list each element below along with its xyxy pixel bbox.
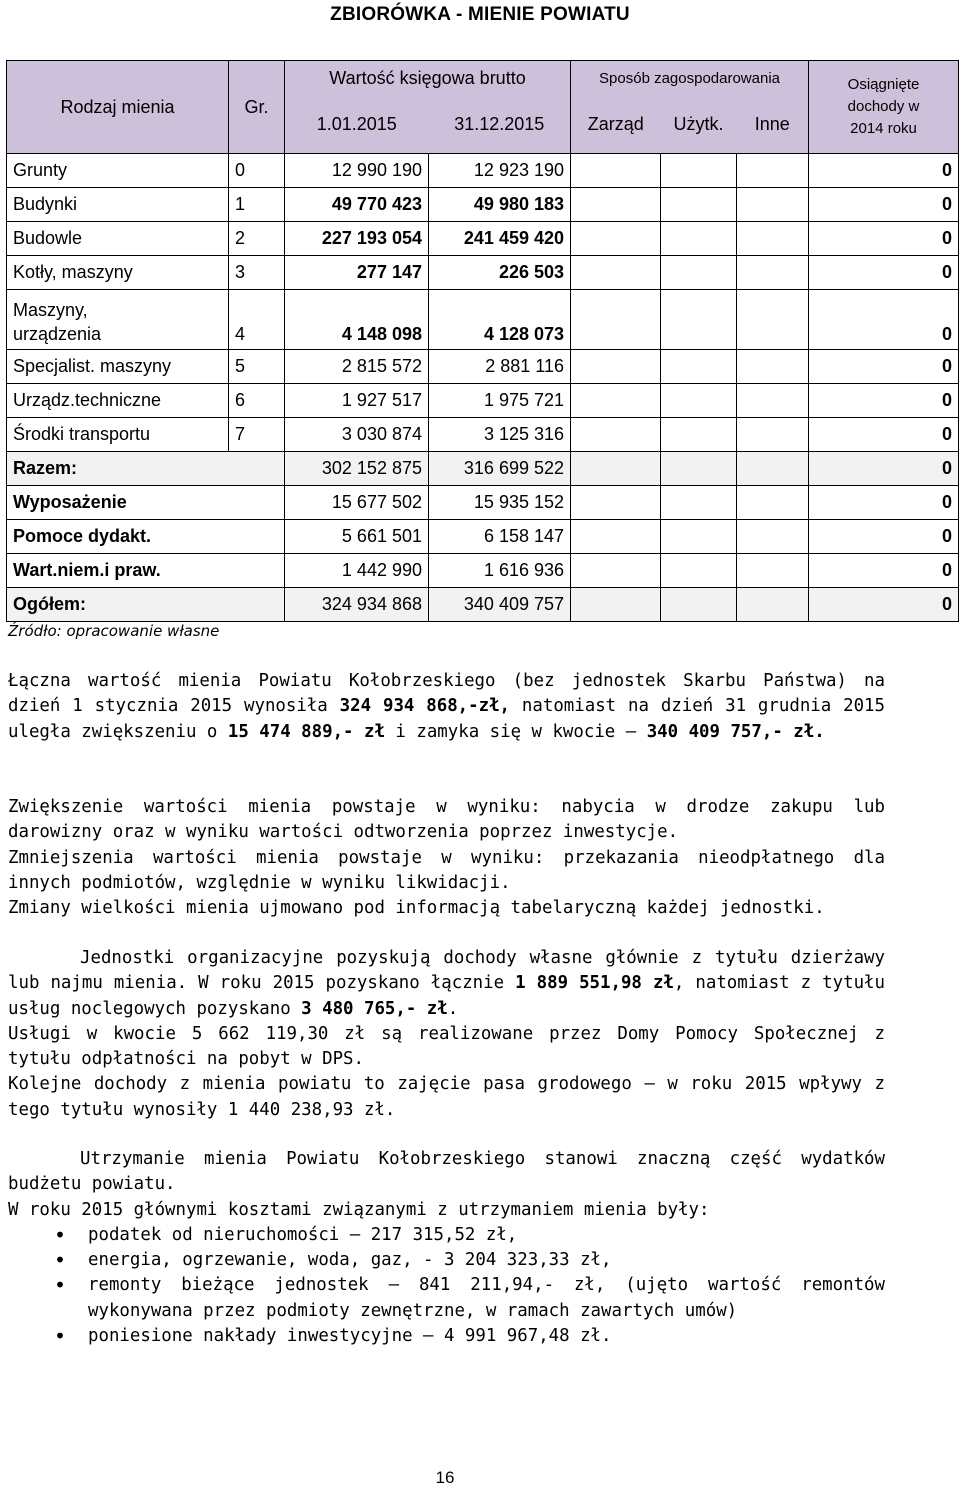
table-row-grunty — [7, 154, 959, 188]
row-name-line1: Maszyny, — [13, 300, 88, 320]
row-value-end: 1 975 721 — [429, 384, 571, 418]
row-value-end: 12 923 190 — [429, 154, 571, 188]
table-row-wyposazenie — [7, 486, 959, 520]
row-name — [7, 290, 229, 350]
row-value-start: 3 030 874 — [285, 418, 429, 452]
row-name: Budynki — [7, 188, 229, 222]
header-uzytk: Użytk. — [661, 96, 737, 154]
row-value-start: 2 815 572 — [285, 350, 429, 384]
header-zarzad: Zarząd — [571, 96, 661, 154]
row-value-end: 2 881 116 — [429, 350, 571, 384]
row-value-start: 324 934 868 — [285, 588, 429, 622]
table-row-budynki — [7, 188, 959, 222]
list-item: • remonty bieżące jednostek – 841 211,94,- zł, (ujęto wartość remontów wykonywana przez podmioty zewnętrzne, w ramach zawartych umów) — [88, 1273, 885, 1324]
row-value-end: 1 616 936 — [429, 554, 571, 588]
costs-list — [8, 1223, 885, 1349]
row-value-start: 277 147 — [285, 256, 429, 290]
text-fragment: i zamyka się w kwocie – — [384, 721, 647, 742]
row-gr: 1 — [229, 188, 285, 222]
list-item: • podatek od nieruchomości – 217 315,52 zł, — [88, 1223, 885, 1248]
paragraph-costs-intro: W roku 2015 głównymi kosztami związanymi z utrzymaniem mienia były: — [8, 1199, 710, 1220]
row-value-end: 4 128 073 — [429, 290, 571, 350]
header-osiagniete-line3: 2014 roku — [850, 120, 917, 137]
row-value-end: 15 935 152 — [429, 486, 571, 520]
row-name-line2: urządzenia — [13, 324, 102, 344]
row-dochody: 0 — [809, 290, 959, 350]
table-row-razem — [7, 452, 959, 486]
row-gr: 3 — [229, 256, 285, 290]
header-gr: Gr. — [229, 61, 285, 154]
row-value-end: 316 699 522 — [429, 452, 571, 486]
row-value-start: 227 193 054 — [285, 222, 429, 256]
source-note: Źródło: opracowanie własne — [8, 622, 220, 640]
row-name: Razem: — [7, 452, 285, 486]
row-value-end: 49 980 183 — [429, 188, 571, 222]
value-increase: 15 474 889,- zł — [227, 721, 385, 742]
paragraph-maintenance: Utrzymanie mienia Powiatu Kołobrzeskiego stanowi znaczną część wydatków budżetu powiatu. — [8, 1149, 885, 1195]
paragraph-changes-note: Zmiany wielkości mienia ujmowano pod informacją tabelaryczną każdej jednostki. — [8, 898, 825, 919]
row-value-start: 12 990 190 — [285, 154, 429, 188]
table-row-urzadz — [7, 384, 959, 418]
paragraph-costs — [8, 1147, 885, 1349]
header-row-1 — [7, 61, 959, 96]
income-lodging: 3 480 765,- zł — [301, 998, 448, 1019]
row-dochody: 0 — [809, 222, 959, 256]
row-dochody: 0 — [809, 384, 959, 418]
row-dochody: 0 — [809, 154, 959, 188]
page-title: ZBIORÓWKA - MIENIE POWIATU — [330, 4, 630, 25]
row-name: Kotły, maszyny — [7, 256, 229, 290]
paragraph-road: Kolejne dochody z mienia powiatu to zajęcie pasa grodowego – w roku 2015 wpływy z tego tytułu wynosiły 1 440 238,93 zł. — [8, 1074, 885, 1120]
paragraph-total-value — [8, 669, 885, 745]
table-row-specjalist — [7, 350, 959, 384]
row-value-start: 1 927 517 — [285, 384, 429, 418]
row-name: Wyposażenie — [7, 486, 285, 520]
property-table — [6, 60, 959, 622]
row-value-end: 226 503 — [429, 256, 571, 290]
row-value-start: 15 677 502 — [285, 486, 429, 520]
list-item: • energia, ogrzewanie, woda, gaz, - 3 204 323,33 zł, — [88, 1248, 885, 1273]
row-value-start: 302 152 875 — [285, 452, 429, 486]
row-name: Grunty — [7, 154, 229, 188]
table-row-ogolem — [7, 588, 959, 622]
header-rodzaj: Rodzaj mienia — [7, 61, 229, 154]
value-end: 340 409 757,- zł. — [646, 721, 825, 742]
list-item: • poniesione nakłady inwestycyjne – 4 991 967,48 zł. — [88, 1324, 885, 1349]
row-gr: 4 — [229, 290, 285, 350]
paragraph-changes — [8, 795, 885, 921]
table-row-srodki — [7, 418, 959, 452]
row-name: Specjalist. maszyny — [7, 350, 229, 384]
row-name: Pomoce dydakt. — [7, 520, 285, 554]
table-row-maszyny — [7, 290, 959, 350]
row-value-start: 1 442 990 — [285, 554, 429, 588]
value-start: 324 934 868,-zł, — [339, 696, 511, 717]
row-dochody: 0 — [809, 188, 959, 222]
row-gr: 2 — [229, 222, 285, 256]
row-gr: 6 — [229, 384, 285, 418]
row-dochody: 0 — [809, 520, 959, 554]
table-row-budowle — [7, 222, 959, 256]
text-fragment: , natomiast z tytułu usług noclegowych pozyskano — [8, 973, 885, 1019]
paragraph-increase: Zwiększenie wartości mienia powstaje w wyniku: nabycia w drodze zakupu lub darowizny oraz w wyniku wartości odtworzenia poprzez inwestycje. — [8, 797, 885, 843]
paragraph-dps: Usługi w kwocie 5 662 119,30 zł są realizowane przez Domy Pomocy Społecznej z tytułu odpłatności na pobyt w DPS. — [8, 1023, 885, 1070]
row-dochody: 0 — [809, 418, 959, 452]
row-value-end: 3 125 316 — [429, 418, 571, 452]
text-fragment: . — [447, 998, 459, 1019]
row-gr: 7 — [229, 418, 285, 452]
header-osiagniete — [809, 61, 959, 154]
row-name: Urządz.techniczne — [7, 384, 229, 418]
table-row-kotly — [7, 256, 959, 290]
row-value-start: 49 770 423 — [285, 188, 429, 222]
row-name: Ogółem: — [7, 588, 285, 622]
row-dochody: 0 — [809, 486, 959, 520]
row-value-start: 4 148 098 — [285, 290, 429, 350]
row-name: Wart.niem.i praw. — [7, 554, 285, 588]
paragraph-income — [8, 946, 885, 1123]
row-value-start: 5 661 501 — [285, 520, 429, 554]
row-dochody: 0 — [809, 588, 959, 622]
row-dochody: 0 — [809, 350, 959, 384]
row-gr: 5 — [229, 350, 285, 384]
table-row-wartniem — [7, 554, 959, 588]
text-fragment: Jednostki organizacyjne pozyskują dochody własne głównie z tytułu dzierżawy lub najmu mienia. W roku 2015 pozyskano łącznie — [8, 948, 885, 994]
row-name: Środki transportu — [7, 418, 229, 452]
page-number: 16 — [435, 1468, 455, 1487]
row-dochody: 0 — [809, 554, 959, 588]
header-date2: 31.12.2015 — [429, 96, 571, 154]
header-date1: 1.01.2015 — [285, 96, 429, 154]
row-value-end: 340 409 757 — [429, 588, 571, 622]
header-osiagniete-line1: Osiągnięte — [847, 76, 920, 93]
income-rent: 1 889 551,98 zł — [515, 973, 674, 994]
paragraph-decrease: Zmniejszenia wartości mienia powstaje w wyniku: przekazania nieodpłatnego dla innych podmiotów, względnie w wyniku likwidacji. — [8, 847, 885, 893]
header-wartosc: Wartość księgowa brutto — [285, 61, 571, 96]
header-sposob: Sposób zagospodarowania — [571, 61, 809, 96]
text-fragment: natomiast na dzień 31 grudnia 2015 uległa zwiększeniu o — [8, 696, 885, 742]
row-dochody: 0 — [809, 452, 959, 486]
header-osiagniete-line2: dochody w — [847, 98, 920, 115]
header-inne: Inne — [737, 96, 809, 154]
table-row-pomoce — [7, 520, 959, 554]
row-dochody: 0 — [809, 256, 959, 290]
text-fragment: Łączna wartość mienia Powiatu Kołobrzeskiego (bez jednostek Skarbu Państwa) na dzień 1 stycznia 2015 wynosiła — [8, 671, 885, 717]
row-name: Budowle — [7, 222, 229, 256]
row-value-end: 6 158 147 — [429, 520, 571, 554]
row-value-end: 241 459 420 — [429, 222, 571, 256]
row-gr: 0 — [229, 154, 285, 188]
